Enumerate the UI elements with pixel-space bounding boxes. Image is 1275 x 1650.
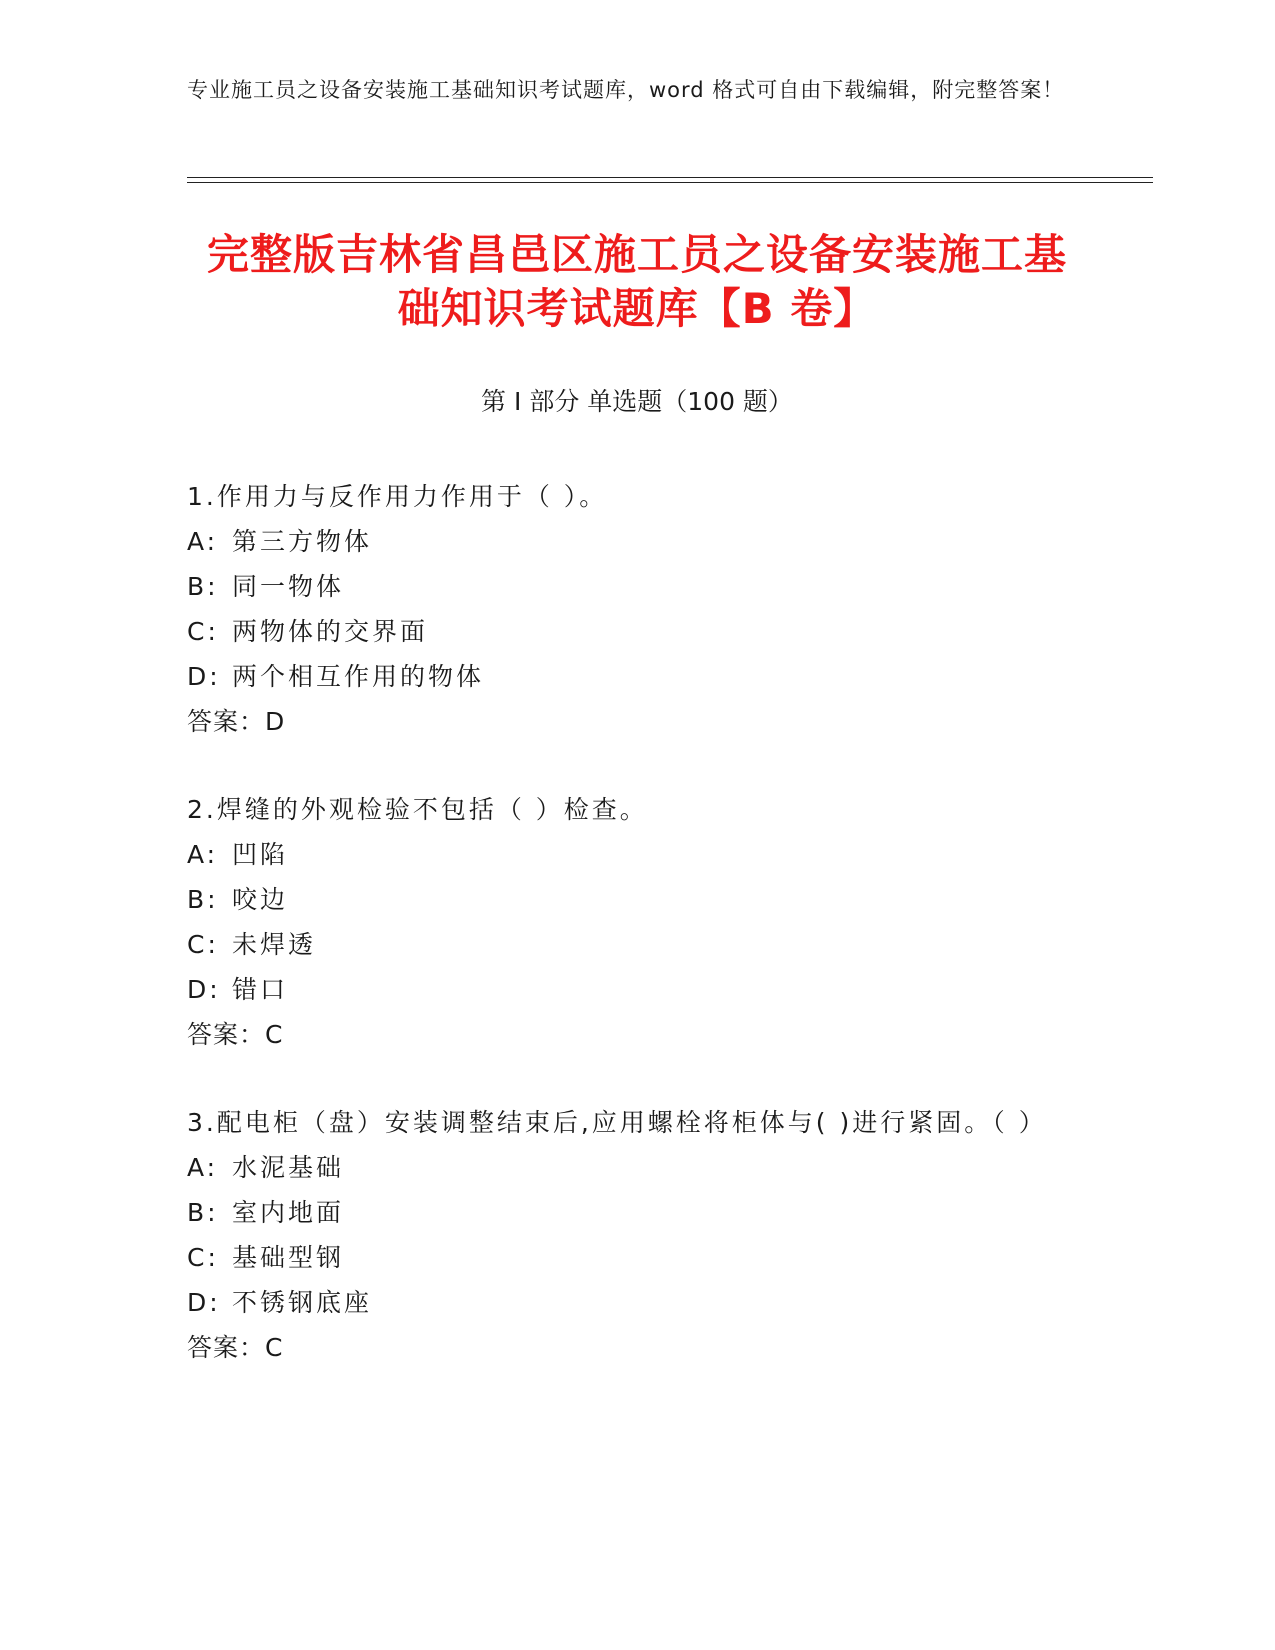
option-letter: D: [187,662,221,691]
answer-line: 答案：C [187,1333,284,1362]
question-list [187,474,1067,1413]
question-stem: 2.焊缝的外观检验不包括（ ）检查。 [187,795,648,824]
option-text: 咬边 [232,885,289,914]
header-note: 专业施工员之设备安装施工基础知识考试题库，word 格式可自由下载编辑，附完整答案！ [187,78,1065,102]
answer-line: 答案：D [187,707,286,736]
question-2 [187,787,1067,1057]
option-text: 同一物体 [232,572,345,601]
section-title: 第 I 部分 单选题（100 题） [481,387,793,416]
option-letter: A: [187,1153,219,1182]
option-text: 基础型钢 [232,1243,345,1272]
option-text: 凹陷 [232,840,289,869]
option-c [187,609,1067,654]
option-b [187,564,1067,609]
option-c [187,922,1067,967]
option-letter: B: [187,572,219,601]
option-letter: C: [187,1243,219,1272]
option-a [187,1145,1067,1190]
question-stem: 3.配电柜（盘）安装调整结束后,应用螺栓将柜体与( )进行紧固。（ ） [187,1108,1047,1137]
option-letter: A: [187,527,219,556]
option-letter: D: [187,975,221,1004]
option-d [187,654,1067,699]
option-d [187,967,1067,1012]
option-text: 两个相互作用的物体 [232,662,485,691]
document-title: 完整版吉林省昌邑区施工员之设备安装施工基础知识考试题库【B 卷】 [206,230,1067,333]
option-letter: B: [187,1198,219,1227]
question-1 [187,474,1067,744]
option-letter: D: [187,1288,221,1317]
option-d [187,1280,1067,1325]
option-c [187,1235,1067,1280]
header-divider-bottom [187,182,1153,183]
option-text: 两物体的交界面 [232,617,429,646]
option-letter: A: [187,840,219,869]
option-a [187,832,1067,877]
option-letter: B: [187,885,219,914]
question-stem: 1.作用力与反作用力作用于（ ）。 [187,482,608,511]
option-text: 第三方物体 [232,527,373,556]
answer-line: 答案：C [187,1020,284,1049]
option-text: 水泥基础 [232,1153,345,1182]
option-letter: C: [187,617,219,646]
option-text: 未焊透 [232,930,317,959]
option-b [187,1190,1067,1235]
option-letter: C: [187,930,219,959]
option-text: 不锈钢底座 [232,1288,373,1317]
header-divider-top [187,177,1153,178]
option-text: 室内地面 [232,1198,345,1227]
question-3 [187,1100,1067,1370]
option-text: 错口 [232,975,289,1004]
option-b [187,877,1067,922]
option-a [187,519,1067,564]
